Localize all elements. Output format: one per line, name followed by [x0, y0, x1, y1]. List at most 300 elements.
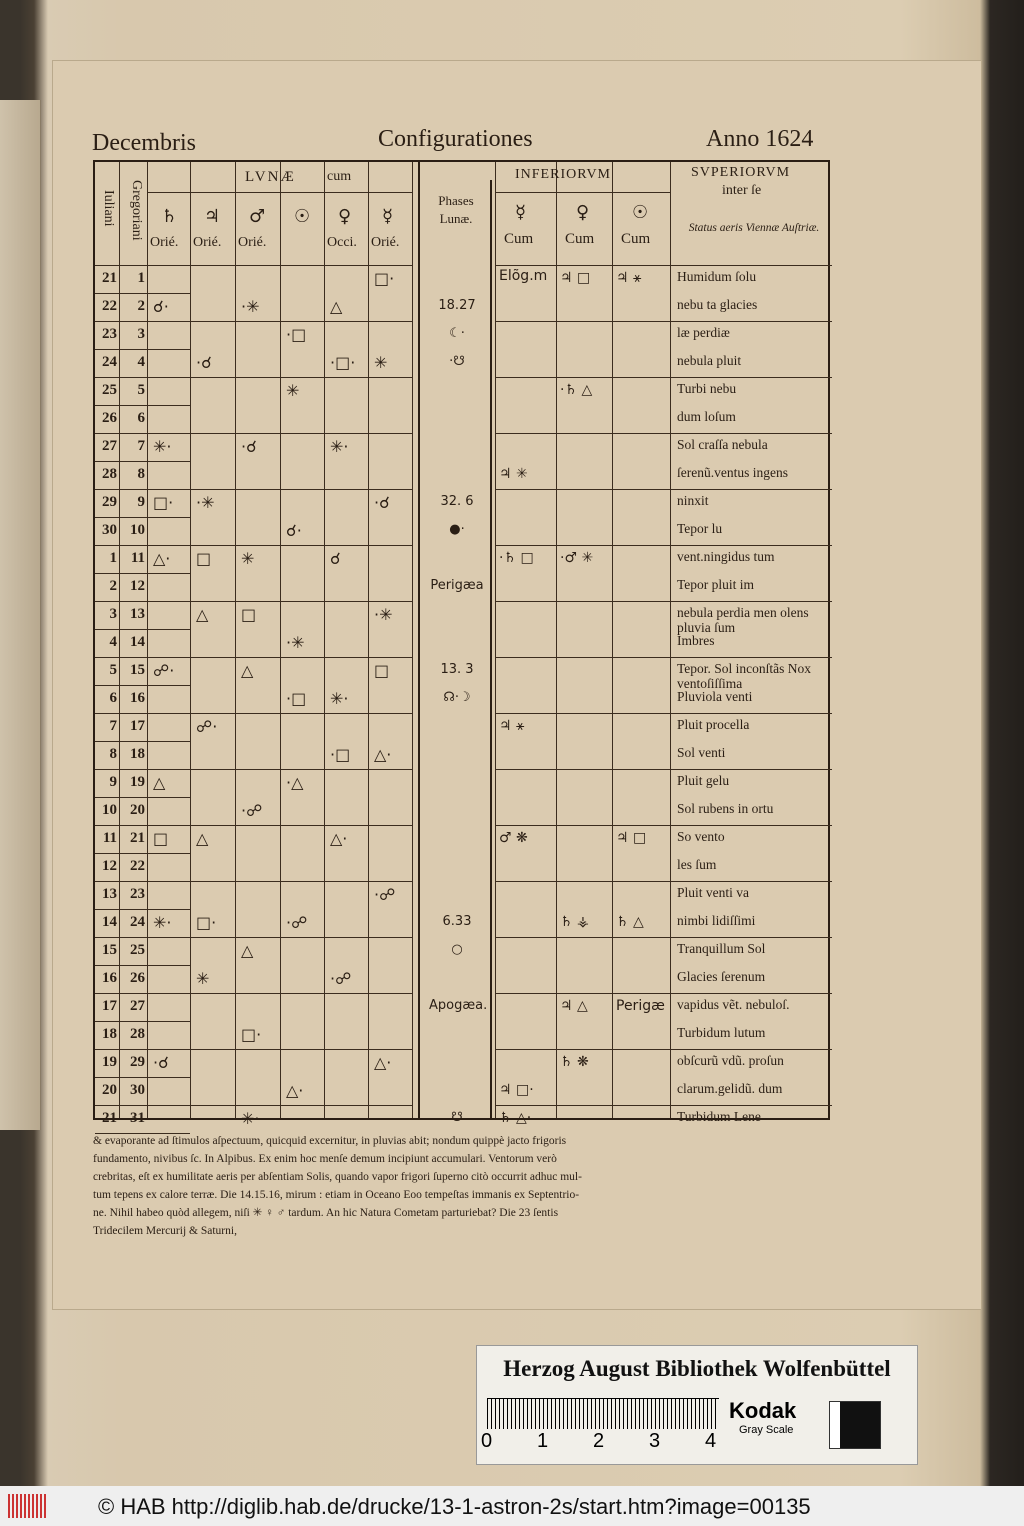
row-rule — [190, 433, 412, 434]
lunar-aspect: △· — [330, 829, 348, 848]
row-rule — [95, 993, 190, 994]
gregoriani-day: 3 — [137, 326, 145, 342]
inter-se-header: inter ſe — [722, 183, 762, 198]
inferior-aspect: ♄ ⚶ — [560, 914, 589, 930]
row-rule — [95, 265, 190, 266]
header-year: Anno 1624 — [706, 126, 814, 152]
footer-bar — [0, 1486, 1024, 1526]
table-column-rule — [412, 162, 413, 1118]
iuliani-day: 19 — [102, 1054, 117, 1070]
weather-note: obſcurũ vdũ. proſun — [677, 1053, 784, 1068]
iuliani-day: 5 — [109, 662, 117, 678]
inferior-aspect: ♃ □· — [499, 1082, 534, 1098]
gregoriani-day: 16 — [130, 690, 145, 706]
row-rule — [95, 713, 190, 714]
weather-note: nimbi lidiſſimi — [677, 913, 756, 928]
gregoriani-day: 19 — [130, 774, 145, 790]
iuliani-day: 23 — [102, 326, 117, 342]
lunar-aspect: □· — [241, 1025, 262, 1044]
moon-phase: 6.33 — [442, 914, 472, 929]
weather-note: nebu ta glacies — [677, 297, 758, 312]
gray-scale-label: Gray Scale — [739, 1424, 794, 1436]
inferior-aspect: ·♄ △ — [560, 382, 593, 398]
row-rule — [495, 825, 832, 826]
row-rule — [190, 993, 412, 994]
lunar-aspect: ·△ — [286, 773, 304, 792]
lunar-aspect: ✳· — [330, 689, 349, 708]
footnote-line: & evaporante ad ſtimulos aſpectuum, quicquid excernitur, in pluvias abit; nondum quippè jacto frigoris — [93, 1135, 567, 1147]
barcode-icon — [8, 1494, 46, 1518]
row-rule — [495, 937, 832, 938]
row-rule — [190, 1049, 412, 1050]
lunar-aspect: □· — [153, 493, 174, 512]
iuliani-day: 21 — [102, 270, 117, 286]
lunar-aspect: ·☌ — [153, 1053, 169, 1072]
lunar-aspect: △ — [196, 605, 209, 624]
table-column-rule — [190, 162, 191, 1118]
row-rule — [95, 825, 190, 826]
table-column-rule — [670, 162, 671, 1118]
iuliani-day: 8 — [109, 746, 117, 762]
weather-note: Humidum ſolu — [677, 269, 757, 284]
lunar-aspect: ☌· — [153, 297, 169, 316]
footnote-line: tum tepens ex calore terræ. Die 14.15.16, mirum : etiam in Oceano Eoo tempeſtas immanis ex Septentrio- — [93, 1189, 580, 1201]
gregoriani-day: 30 — [130, 1082, 145, 1098]
footnote-line: ne. Nihil habeo quòd allegem, niſi ✳ ♀ ♂ tardum. An hic Natura Cometam parturiebat? Die 23 ſentis — [93, 1207, 559, 1219]
copyright-link[interactable]: © HAB http://diglib.hab.de/drucke/13-1-astron-2s/start.htm?image=00135 — [98, 1494, 811, 1519]
table-column-rule — [612, 162, 613, 1118]
iuliani-day: 7 — [109, 718, 117, 734]
inferior-symbol-1: ♀ — [576, 202, 590, 223]
lunar-aspect: □ — [196, 549, 212, 568]
inferior-aspect: ♃ □ — [616, 830, 647, 846]
ruler-tick-label: 3 — [649, 1430, 661, 1452]
row-rule — [95, 1105, 190, 1106]
iuliani-day: 24 — [102, 354, 117, 370]
moon-phase: ·☋ — [449, 354, 465, 369]
iuliani-day: 10 — [102, 802, 117, 818]
row-rule — [495, 601, 832, 602]
planet-symbol-1: ♃ — [204, 206, 221, 227]
row-rule — [95, 657, 190, 658]
inferior-aspect: Perigæ — [616, 998, 665, 1014]
row-rule — [95, 881, 190, 882]
row-rule — [495, 433, 832, 434]
gregoriani-day: 20 — [130, 802, 145, 818]
header-month: Decembris — [92, 130, 196, 156]
lunar-aspect: ✳ — [286, 381, 300, 400]
iuliani-header: Iuliani — [101, 190, 116, 227]
planet-symbol-5: ☿ — [382, 206, 394, 227]
row-rule — [95, 741, 190, 742]
lunar-aspect: ·☌ — [196, 353, 212, 372]
inferior-aspect: ♃ △ — [560, 998, 588, 1014]
row-rule — [190, 825, 412, 826]
row-rule — [190, 769, 412, 770]
lunar-aspect: ✳ — [196, 969, 210, 988]
inferior-aspect: ♄ ❋ — [560, 1054, 589, 1070]
moon-phase: 13. 3 — [440, 662, 474, 677]
lunar-aspect: △· — [286, 1081, 304, 1100]
row-rule — [95, 685, 190, 686]
ruler-tick-label: 0 — [481, 1430, 493, 1452]
planet-position-1: Orié. — [193, 235, 222, 250]
gregoriani-day: 17 — [130, 718, 145, 734]
iuliani-day: 30 — [102, 522, 117, 538]
lunae-header-rule — [147, 192, 412, 193]
row-rule — [495, 489, 832, 490]
lunar-aspect: ·☍ — [330, 969, 352, 988]
row-rule — [190, 657, 412, 658]
row-rule — [495, 1105, 832, 1106]
row-rule — [495, 1049, 832, 1050]
lunar-aspect: ✳· — [153, 913, 172, 932]
gregoriani-day: 5 — [137, 382, 145, 398]
lunar-aspect: △ — [330, 297, 343, 316]
inferior-cum-1: Cum — [565, 231, 595, 247]
ruler-tick-label: 2 — [593, 1430, 605, 1452]
table-column-rule — [235, 162, 236, 1118]
inferior-aspect: ♃ ⚹ — [616, 270, 642, 286]
lunar-aspect: ☍· — [153, 661, 175, 680]
weather-note: vent.ningidus tum — [677, 549, 775, 564]
weather-note: Sol rubens in ortu — [677, 801, 774, 816]
iuliani-day: 29 — [102, 494, 117, 510]
row-rule — [95, 293, 190, 294]
row-rule — [495, 881, 832, 882]
header-title: Configurationes — [378, 126, 533, 152]
iuliani-day: 4 — [109, 634, 117, 650]
moon-phase: ☊·☽ — [443, 690, 471, 705]
lunar-aspect: ·☌ — [374, 493, 390, 512]
lunar-aspect: ·□ — [330, 745, 351, 764]
lunar-aspect: ·✳ — [286, 633, 305, 652]
gray-patch — [829, 1401, 881, 1449]
weather-note: les ſum — [677, 857, 717, 872]
row-rule — [95, 321, 190, 322]
footnote-line: crebritas, eſt ex humilitate aeris per abſentiam Solis, quando vapor frigori ſuperno citò occurrit adhuc mul- — [93, 1171, 582, 1183]
iuliani-day: 27 — [102, 438, 117, 454]
lunar-aspect: ☌ — [330, 549, 341, 568]
inferiorum-header: INFERIORVM — [515, 167, 611, 182]
lunar-aspect: ✳ — [241, 549, 255, 568]
gregoriani-day: 31 — [130, 1110, 145, 1126]
weather-note: Imbres — [677, 633, 715, 648]
gregoriani-day: 14 — [130, 634, 145, 650]
inferior-aspect: Elõg.m — [499, 268, 548, 284]
iuliani-day: 9 — [109, 774, 117, 790]
lunar-aspect: △ — [241, 941, 254, 960]
lunar-aspect: ·□ — [286, 325, 307, 344]
lunar-aspect: ✳· — [330, 437, 349, 456]
row-rule — [495, 993, 832, 994]
iuliani-day: 26 — [102, 410, 117, 426]
weather-note: Sol craſſa nebula — [677, 437, 768, 452]
ruler-tick-label: 1 — [537, 1430, 549, 1452]
gregoriani-day: 1 — [137, 270, 145, 286]
lunar-aspect: ·☍ — [286, 913, 308, 932]
inferior-aspect: ♂ ❋ — [499, 830, 528, 846]
iuliani-day: 17 — [102, 998, 117, 1014]
library-name: Herzog August Bibliothek Wolfenbüttel — [503, 1356, 891, 1381]
row-rule — [95, 377, 190, 378]
gregoriani-day: 6 — [137, 410, 145, 426]
lunar-aspect: □· — [196, 913, 217, 932]
iuliani-day: 13 — [102, 886, 117, 902]
lunar-aspect: □ — [241, 605, 257, 624]
lunar-aspect: □ — [153, 829, 169, 848]
inferior-aspect: ·♄ □ — [499, 550, 534, 566]
inferior-cum-0: Cum — [504, 231, 534, 247]
row-rule — [190, 321, 412, 322]
table-column-rule — [324, 162, 325, 1118]
lunar-aspect: △ — [153, 773, 166, 792]
lunar-aspect: □· — [374, 269, 395, 288]
previous-page-edge — [0, 100, 41, 1130]
row-rule — [95, 629, 190, 630]
planet-symbol-0: ♄ — [161, 206, 178, 227]
gregoriani-day: 28 — [130, 1026, 145, 1042]
status-header: Status aeris Viennæ Auſtriæ. — [688, 222, 820, 234]
gregoriani-day: 2 — [137, 298, 145, 314]
row-rule — [190, 713, 412, 714]
gregoriani-day: 25 — [130, 942, 145, 958]
gregoriani-day: 15 — [130, 662, 145, 678]
iuliani-day: 28 — [102, 466, 117, 482]
lunar-aspect: ·☍ — [241, 801, 263, 820]
table-column-rule — [280, 162, 281, 1118]
weather-note: Sol venti — [677, 745, 726, 760]
row-rule — [495, 713, 832, 714]
row-rule — [95, 797, 190, 798]
row-rule — [495, 377, 832, 378]
row-rule — [190, 937, 412, 938]
weather-note: Tranquillum Sol — [677, 941, 766, 956]
lunar-aspect: ·✳ — [196, 493, 215, 512]
iuliani-day: 20 — [102, 1082, 117, 1098]
weather-note: Tepor. Sol inconſtãs Nox ventoſiſſima — [677, 661, 812, 691]
row-rule — [95, 965, 190, 966]
weather-note: vapidus vẽt. nebuloſ. — [677, 997, 790, 1012]
planet-position-2: Orié. — [238, 235, 267, 250]
row-rule — [190, 881, 412, 882]
iuliani-day: 15 — [102, 942, 117, 958]
iuliani-day: 16 — [102, 970, 117, 986]
weather-note: clarum.gelidũ. dum — [677, 1081, 783, 1096]
row-rule — [95, 517, 190, 518]
planet-symbol-4: ♀ — [338, 206, 352, 227]
row-rule — [190, 265, 412, 266]
weather-note: nebula pluit — [677, 353, 742, 368]
row-rule — [95, 349, 190, 350]
row-rule — [190, 601, 412, 602]
lunar-aspect: △· — [153, 549, 171, 568]
weather-note: Turbi nebu — [677, 381, 737, 396]
weather-note: Pluit gelu — [677, 773, 730, 788]
planet-position-4: Occi. — [327, 235, 357, 250]
gregoriani-day: 12 — [130, 578, 145, 594]
row-rule — [95, 1077, 190, 1078]
weather-note: Tepor pluit im — [677, 577, 755, 592]
inferiorum-header-rule — [495, 192, 670, 193]
row-rule — [95, 769, 190, 770]
row-rule — [95, 545, 190, 546]
weather-note: ninxit — [677, 493, 709, 508]
iuliani-day: 14 — [102, 914, 117, 930]
gregoriani-day: 26 — [130, 970, 145, 986]
iuliani-day: 3 — [109, 606, 117, 622]
lunar-aspect: ☌· — [286, 521, 302, 540]
lunar-aspect: △ — [196, 829, 209, 848]
lunar-aspect: ✳· — [153, 437, 172, 456]
footnote-line: Tridecilem Mercurij & Saturni, — [93, 1225, 237, 1237]
row-rule — [495, 545, 832, 546]
table-double-rule — [418, 162, 420, 1118]
weather-note: ſerenũ.ventus ingens — [677, 465, 788, 480]
lunar-aspect: ·✳ — [241, 297, 260, 316]
inferior-symbol-0: ☿ — [515, 202, 527, 223]
configurations-table — [93, 160, 830, 1128]
weather-note: So vento — [677, 829, 725, 844]
row-rule — [95, 601, 190, 602]
planet-symbol-2: ♂ — [249, 206, 266, 227]
table-column-rule — [147, 162, 148, 1118]
row-rule — [95, 1049, 190, 1050]
weather-note: Turbidum lutum — [677, 1025, 766, 1040]
lunar-aspect: ☍· — [196, 717, 218, 736]
gregoriani-day: 4 — [137, 354, 145, 370]
iuliani-day: 21 — [102, 1110, 117, 1126]
lunar-aspect: ✳ — [374, 353, 388, 372]
weather-note: Pluit venti va — [677, 885, 749, 900]
lunar-aspect: △ — [241, 661, 254, 680]
gregoriani-day: 11 — [130, 550, 145, 566]
lunar-aspect: ✳· — [241, 1109, 260, 1128]
moon-phase: ☾· — [449, 326, 465, 341]
planet-position-0: Orié. — [150, 235, 179, 250]
footnote-line: fundamento, nivibus ſc. In Alpibus. Ex enim hoc menſe demum incipiunt accumulari. Ventorum verò — [93, 1153, 557, 1165]
row-rule — [95, 433, 190, 434]
iuliani-day: 2 — [109, 578, 117, 594]
lunar-aspect: ·□· — [330, 353, 356, 372]
superiorum-header: SVPERIORVM — [691, 165, 791, 180]
inferior-aspect: ♃ ✳ — [499, 466, 528, 482]
row-rule — [190, 545, 412, 546]
table-column-rule — [556, 162, 557, 1118]
gregoriani-day: 23 — [130, 886, 145, 902]
weather-note: dum loſum — [677, 409, 736, 424]
row-rule — [95, 489, 190, 490]
row-rule — [495, 769, 832, 770]
gregoriani-day: 29 — [130, 1054, 145, 1070]
ruler-tick-label: 4 — [705, 1430, 717, 1452]
row-rule — [95, 405, 190, 406]
inferior-aspect: ♄ △ — [616, 914, 644, 930]
phases-header: Phases Lunæ. — [438, 193, 474, 226]
row-rule — [95, 573, 190, 574]
table-column-rule — [119, 162, 120, 1118]
moon-phase: 32. 6 — [440, 494, 474, 509]
gregoriani-day: 10 — [130, 522, 145, 538]
inferior-aspect: ·♂ ✳ — [560, 550, 594, 566]
gregoriani-day: 24 — [130, 914, 145, 930]
iuliani-day: 6 — [109, 690, 117, 706]
moon-phase: Perigæa — [430, 578, 484, 593]
iuliani-day: 12 — [102, 858, 117, 874]
inferior-aspect: ♃ □ — [560, 270, 591, 286]
lunar-aspect: □ — [374, 661, 390, 680]
lunae-cum-header: cum — [327, 169, 352, 184]
ruler-scale — [487, 1398, 719, 1429]
moon-phase: ●· — [449, 522, 465, 537]
inferior-symbol-2: ☉ — [632, 202, 649, 223]
gregoriani-day: 22 — [130, 858, 145, 874]
row-rule — [95, 909, 190, 910]
table-double-rule — [490, 180, 492, 1118]
weather-note: Pluit procella — [677, 717, 750, 732]
weather-note: nebula perdia men olens pluvia ſum — [677, 605, 809, 635]
moon-phase: ☋ — [451, 1110, 463, 1125]
row-rule — [495, 265, 832, 266]
gregoriani-day: 18 — [130, 746, 145, 762]
row-rule — [190, 377, 412, 378]
gregoriani-day: 21 — [130, 830, 145, 846]
row-rule — [190, 1105, 412, 1106]
weather-note: Pluviola venti — [677, 689, 753, 704]
library-label — [476, 1345, 918, 1465]
iuliani-day: 22 — [102, 298, 117, 314]
iuliani-day: 25 — [102, 382, 117, 398]
gregoriani-day: 8 — [137, 466, 145, 482]
gregoriani-day: 13 — [130, 606, 145, 622]
inferior-cum-2: Cum — [621, 231, 651, 247]
lunar-aspect: ·☍ — [374, 885, 396, 904]
lunar-aspect: ·□ — [286, 689, 307, 708]
iuliani-day: 1 — [109, 550, 117, 566]
lunar-aspect: △· — [374, 745, 392, 764]
iuliani-day: 18 — [102, 1026, 117, 1042]
gregoriani-day: 27 — [130, 998, 145, 1014]
weather-note: Glacies ſerenum — [677, 969, 766, 984]
moon-phase: 18.27 — [438, 298, 476, 313]
gregoriani-header: Gregoriani — [129, 180, 144, 241]
gregoriani-day: 7 — [137, 438, 145, 454]
planet-position-5: Orié. — [371, 235, 400, 250]
ruler-ticks — [481, 1430, 731, 1454]
iuliani-day: 11 — [102, 830, 117, 846]
kodak-brand: Kodak — [729, 1398, 797, 1423]
weather-note: læ perdiæ — [677, 325, 730, 340]
lunar-aspect: △· — [374, 1053, 392, 1072]
row-rule — [95, 937, 190, 938]
weather-note: Tepor lu — [677, 521, 723, 536]
table-column-rule — [368, 162, 369, 1118]
row-rule — [95, 461, 190, 462]
row-rule — [495, 321, 832, 322]
lunar-aspect: ·☌ — [241, 437, 257, 456]
moon-phase: ○ — [451, 942, 463, 957]
table-column-rule — [495, 162, 496, 1118]
planet-symbol-3: ☉ — [294, 206, 311, 227]
lunae-header: LVNÆ — [245, 169, 296, 185]
lunar-aspect: ·✳ — [374, 605, 393, 624]
row-rule — [495, 657, 832, 658]
moon-phase: Apogæa. — [429, 998, 488, 1013]
row-rule — [190, 489, 412, 490]
row-rule — [95, 1021, 190, 1022]
weather-note: Turbidum Lene — [677, 1109, 761, 1124]
row-rule — [95, 853, 190, 854]
